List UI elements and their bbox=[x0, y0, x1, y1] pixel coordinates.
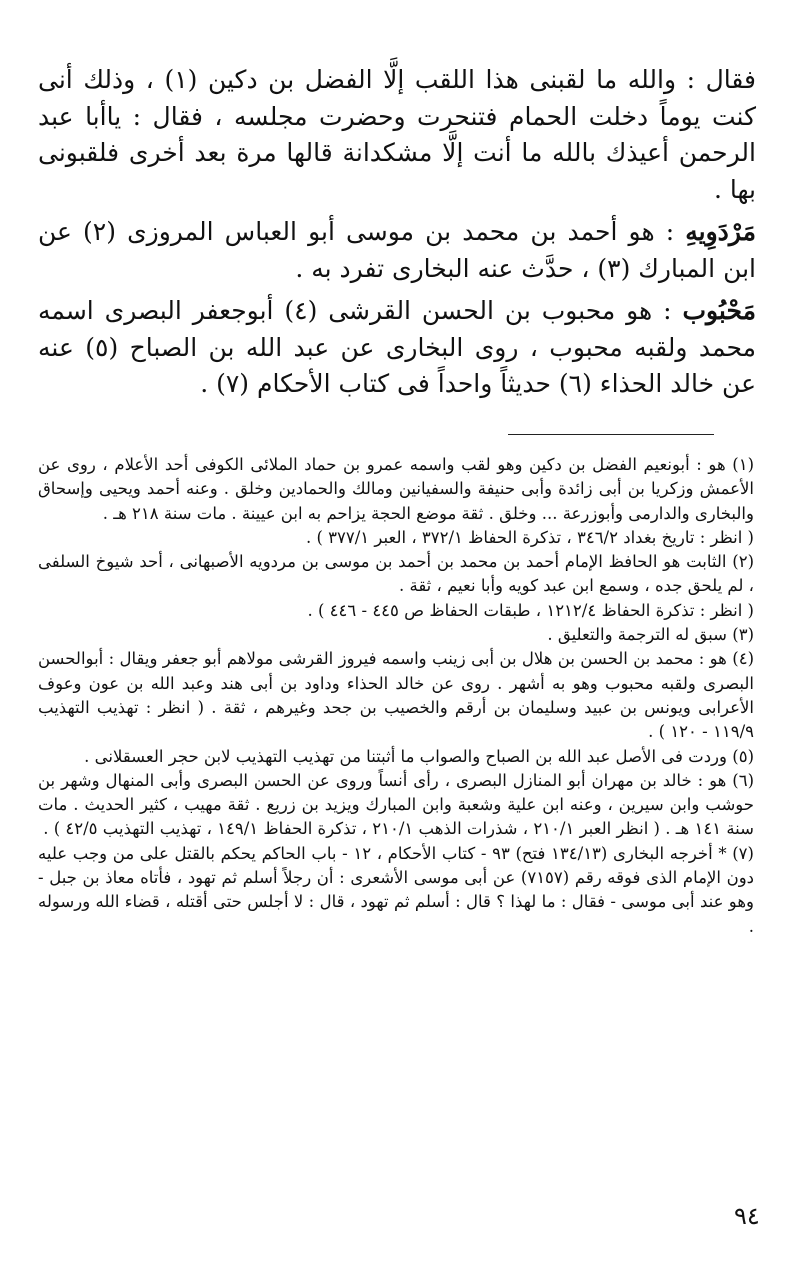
footnote-5: (٥) وردت فى الأصل عبد الله بن الصباح والصواب ما أثبتنا من تهذيب التهذيب لابن حجر العسقلانى . bbox=[84, 746, 754, 766]
paragraph-1: فقال : والله ما لقبنى هذا اللقب إلَّا الفضل بن دكين (١) ، وذلك أنى كنت يوماً دخلت الحمام فتنحرت وحضرت مجلسه ، فقال : ياأبا عبد الرحمن أعيذك بالله ما أنت إلَّا مشكدانة قالها مرة بعد أخرى فلقبونى بها . bbox=[38, 65, 756, 204]
footnote-2: (٢) الثابت هو الحافظ الإمام أحمد بن محمد بن أحمد بن موسى بن مردويه الأصبهانى ، أحد شيوخ السلفى ، لم يلحق جده ، وسمع ابن عبد كويه وأبا نعيم ، ثقة . bbox=[38, 552, 754, 596]
footnote-1-ref: ( انظر : تاريخ بغداد ٣٤٦/٢ ، تذكرة الحفاظ ٣٧٢/١ ، العبر ٣٧٧/١ ) . bbox=[305, 527, 754, 547]
footnote-2-ref: ( انظر : تذكرة الحفاظ ١٢١٢/٤ ، طبقات الحفاظ ص ٤٤٥ - ٤٤٦ ) . bbox=[307, 600, 754, 620]
main-text bbox=[38, 62, 756, 403]
entry-term-mardawayh: مَرْدَوِيهِ bbox=[685, 217, 757, 246]
paragraph-3 bbox=[38, 293, 756, 403]
entry-term-mahbub: مَحْبُوب bbox=[682, 296, 756, 325]
footnote-6: (٦) هو : خالد بن مهران أبو المنازل البصرى ، رأى أنساً وروى عن الحسن البصرى وأبى المنهال وشهر بن حوشب وابن سيرين ، وعنه ابن علية وشعبة وابن المبارك ويزيد بن زريع . ثقة مهيب ، كثير الحديث . مات سنة ١٤١ هـ . ( انظر العبر ٢١٠/١ ، شذرات الذهب ٢١٠/١ ، تذكرة الحفاظ ١٤٩/١ ، تهذيب التهذيب ٤٢/٥ ) . bbox=[38, 770, 754, 839]
footnote-divider bbox=[508, 434, 714, 435]
footnote-7: (٧) * أخرجه البخارى (١٣٤/١٣ فتح) ٩٣ - كتاب الأحكام ، ١٢ - باب الحاكم يحكم بالقتل على من وجب عليه دون الإمام الذى فوقه رقم (٧١٥٧) عن أبى موسى الأشعرى : أن رجلاً أسلم ثم تهود ، فأتاه معاذ بن جبل - وهو عند أبى موسى - فقال : ما لهذا ؟ قال : أسلم ثم تهود ، قال : لا أجلس حتى أقتله ، قضاء الله ورسوله . bbox=[38, 843, 755, 936]
entry-text-mardawayh: : هو أحمد بن محمد بن موسى أبو العباس المروزى (٢) عن ابن المبارك (٣) ، حدَّث عنه البخارى تفرد به . bbox=[38, 217, 756, 283]
paragraph-2 bbox=[38, 214, 756, 287]
page-number: ٩٤ bbox=[734, 1202, 760, 1230]
footnote-3: (٣) سبق له الترجمة والتعليق . bbox=[547, 625, 754, 645]
footnotes bbox=[38, 453, 754, 939]
footnote-1: (١) هو : أبونعيم الفضل بن دكين وهو لقب واسمه عمرو بن حماد الملائى الكوفى أحد الأعلام ، روى عن الأعمش وزكريا بن أبى زائدة وأبى حنيفة والسفيانين ومالك والحمادين وخلق . وعنه أحمد ويحيى وإسحاق والبخارى والدارمى وأبوزرعة ... وخلق . ثقة موضع الحجة يزاحم به ابن عيينة . مات سنة ٢١٨ هـ . bbox=[38, 455, 754, 523]
footnote-4: (٤) هو : محمد بن الحسن بن هلال بن أبى زينب واسمه فيروز القرشى مولاهم أبو جعفر ويقال : أبوالحسن البصرى ولقبه محبوب وهو به أشهر . روى عن خالد الحذاء وداود بن أبى هند وعبد الله بن عون وعوف الأعرابى ويونس بن عبيد وسليمان بن أرقم والخصيب بن جحد وغيرهم ، ثقة . ( انظر : تهذيب التهذيب ١١٩/٩ - ١٢٠ ) . bbox=[38, 649, 754, 742]
entry-text-mahbub: : هو محبوب بن الحسن القرشى (٤) أبوجعفر البصرى اسمه محمد ولقبه محبوب ، روى البخارى عن عبد الله بن الصباح (٥) عنه عن خالد الحذاء (٦) حديثاً واحداً فى كتاب الأحكام (٧) . bbox=[38, 296, 756, 398]
